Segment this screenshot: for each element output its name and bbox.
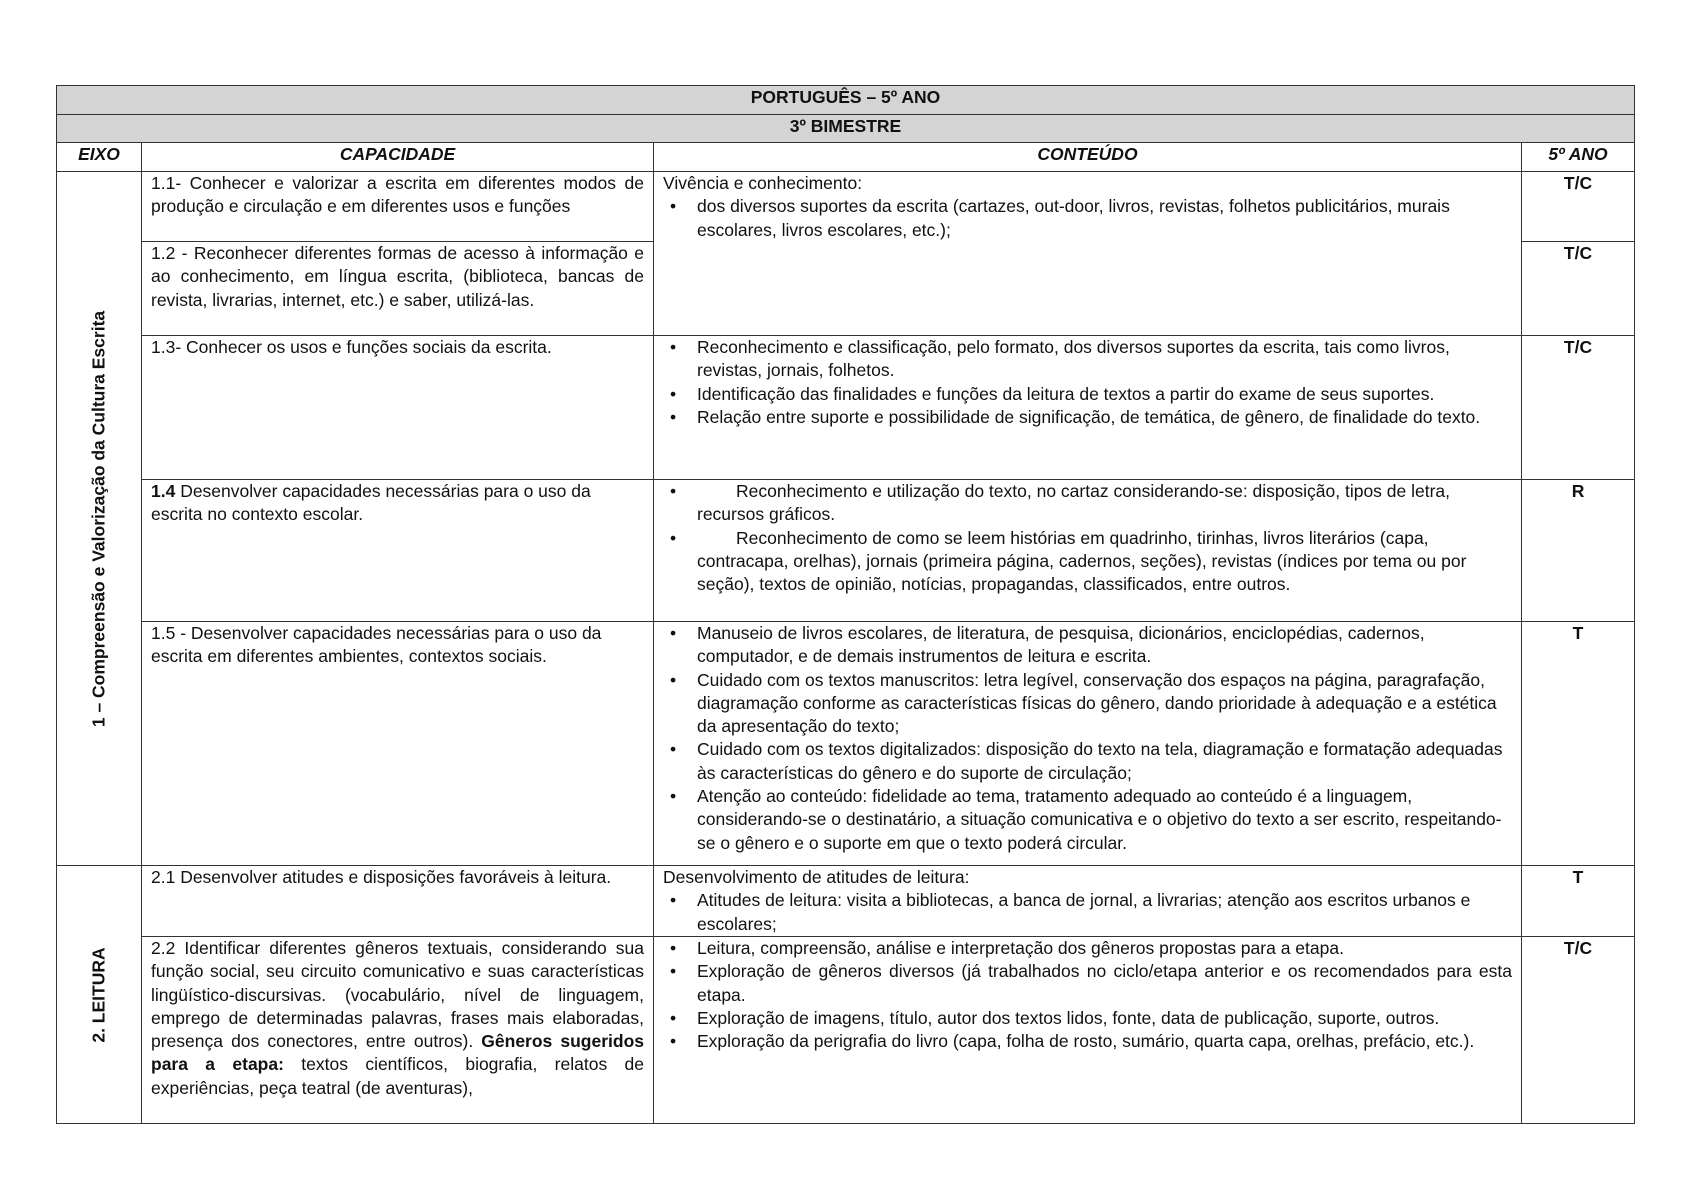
list-item xyxy=(663,480,1512,527)
capacidade-2-1: 2.1 Desenvolver atitudes e disposições favoráveis à leitura. xyxy=(142,866,654,937)
table-row xyxy=(57,937,1635,1124)
list-item: • Manuseio de livros escolares, de literatura, de pesquisa, dicionários, enciclopédias, cadernos, computador, e de demais instrumentos de leitura e escrita. xyxy=(663,622,1512,669)
capacidade-2-2-bold: Gêneros sugeridos para a etapa: xyxy=(151,1031,644,1075)
conteudo-intro: Desenvolvimento de atitudes de leitura: xyxy=(663,867,970,887)
capacidade-2-2-tail: textos científicos, biografia, relatos de experiências, peça teatral (de aventuras), xyxy=(151,1054,644,1098)
ano-2-2: T/C xyxy=(1522,937,1635,1124)
ano-2-1: T xyxy=(1522,866,1635,937)
conteudo-2-2 xyxy=(654,937,1522,1124)
capacidade-1-4-num: 1.4 xyxy=(151,481,176,501)
list-item: • Leitura, compreensão, análise e interpretação dos gêneros propostas para a etapa. xyxy=(663,937,1512,960)
capacidade-2-2-text: 2.2 Identificar diferentes gêneros textuais, considerando sua função social, seu circuito comunicativo e suas características lingüístico-discursivas. (vocabulário, nível de linguagem, emprego de determinadas palavras, frases mais elaboradas, presença dos conectores, entre outros). xyxy=(151,938,644,1052)
conteudo-1-3 xyxy=(654,336,1522,480)
table-row xyxy=(57,336,1635,480)
capacidade-1-5: 1.5 - Desenvolver capacidades necessárias para o uso da escrita em diferentes ambientes, contextos sociais. xyxy=(142,622,654,866)
conteudo-intro: Vivência e conhecimento: xyxy=(663,173,863,193)
header-conteudo: CONTEÚDO xyxy=(654,143,1522,172)
capacidade-1-4-text: Desenvolver capacidades necessárias para o uso da escrita no contexto escolar. xyxy=(151,481,591,525)
capacidade-1-1: 1.1- Conhecer e valorizar a escrita em diferentes modos de produção e circulação e em diferentes usos e funções xyxy=(142,172,654,242)
list-item: • Cuidado com os textos manuscritos: letra legível, conservação dos espaços na página, paragrafação, diagramação conforme as características físicas do gênero, dando prioridade à adequação e a estética da apresentação do texto; xyxy=(663,669,1512,739)
table-row xyxy=(57,172,1635,242)
list-item: • Exploração de imagens, título, autor dos textos lidos, fonte, data de publicação, suporte, outros. xyxy=(663,1007,1512,1030)
list-item: • Reconhecimento e classificação, pelo formato, dos diversos suportes da escrita, tais como livros, revistas, jornais, folhetos. xyxy=(663,336,1512,383)
list-item: • Exploração da perigrafia do livro (capa, folha de rosto, sumário, quarta capa, orelhas, prefácio, etc.). xyxy=(663,1030,1512,1053)
header-eixo: EIXO xyxy=(57,143,142,172)
conteudo-1-4 xyxy=(654,480,1522,622)
list-item: • Relação entre suporte e possibilidade de significação, de temática, de gênero, de finalidade do texto. xyxy=(663,406,1512,429)
eixo-2-cell xyxy=(57,866,142,1124)
header-ano: 5º ANO xyxy=(1522,143,1635,172)
capacidade-1-3: 1.3- Conhecer os usos e funções sociais da escrita. xyxy=(142,336,654,480)
eixo-2-label: 2. LEITURA xyxy=(88,946,109,1043)
ano-1-4: R xyxy=(1522,480,1635,622)
list-item-text: Reconhecimento e utilização do texto, no cartaz considerando-se: disposição, tipos de letra, recursos gráficos. xyxy=(697,481,1451,525)
ano-1-3: T/C xyxy=(1522,336,1635,480)
conteudo-1-5 xyxy=(654,622,1522,866)
list-item: • Identificação das finalidades e funções da leitura de textos a partir do exame de seus suportes. xyxy=(663,383,1512,406)
table-row xyxy=(57,866,1635,937)
capacidade-1-4 xyxy=(142,480,654,622)
header-capacidade: CAPACIDADE xyxy=(142,143,654,172)
conteudo-2-1 xyxy=(654,866,1522,937)
table-subtitle: 3º BIMESTRE xyxy=(57,115,1635,143)
list-item-text: Reconhecimento de como se leem histórias em quadrinho, tirinhas, livros literários (capa, contracapa, orelhas), jornais (primeira página, cadernos, seções), revistas (índices por tema ou por seção), textos de opinião, notícias, propagandas, classificados, entre outros. xyxy=(697,527,1467,595)
eixo-1-cell xyxy=(57,172,142,866)
eixo-1-label: 1 – Compreensão e Valorização da Cultura Escrita xyxy=(88,310,109,727)
ano-1-5: T xyxy=(1522,622,1635,866)
list-item: • Exploração de gêneros diversos (já trabalhados no ciclo/etapa anterior e os recomendados para esta etapa. xyxy=(663,960,1512,1007)
conteudo-1-1 xyxy=(654,172,1522,336)
ano-1-2: T/C xyxy=(1522,242,1635,336)
capacidade-2-2 xyxy=(142,937,654,1124)
ano-1-1: T/C xyxy=(1522,172,1635,242)
curriculum-table xyxy=(56,85,1635,1124)
table-title: PORTUGUÊS – 5º ANO xyxy=(57,86,1635,115)
table-row xyxy=(57,480,1635,622)
capacidade-1-2: 1.2 - Reconhecer diferentes formas de acesso à informação e ao conhecimento, em língua escrita, (biblioteca, bancas de revista, livrarias, internet, etc.) e saber, utilizá-las. xyxy=(142,242,654,336)
list-item: • Cuidado com os textos digitalizados: disposição do texto na tela, diagramação e formatação adequadas às características do gênero e do suporte de circulação; xyxy=(663,738,1512,785)
list-item: • Atitudes de leitura: visita a bibliotecas, a banca de jornal, a livrarias; atenção aos escritos urbanos e escolares; xyxy=(663,889,1512,936)
list-item xyxy=(663,527,1512,597)
list-item: • Atenção ao conteúdo: fidelidade ao tema, tratamento adequado ao conteúdo é a linguagem, considerando-se o destinatário, a situação comunicativa e o objetivo do texto a ser escrito, respeitando-se o gênero e o suporte em que o texto poderá circular. xyxy=(663,785,1512,855)
table-row xyxy=(57,622,1635,866)
list-item: • dos diversos suportes da escrita (cartazes, out-door, livros, revistas, folhetos publicitários, murais escolares, livros escolares, etc.); xyxy=(663,195,1512,242)
